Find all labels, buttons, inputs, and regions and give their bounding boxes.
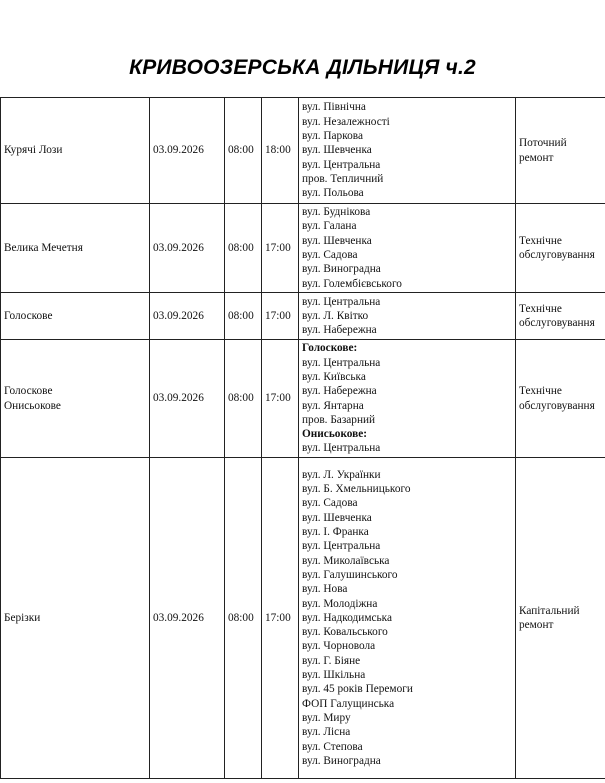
outage-schedule-table bbox=[0, 97, 605, 779]
street-item: вул. Центральна bbox=[302, 158, 381, 171]
street-item: вул. Садова bbox=[302, 497, 358, 510]
end-time-cell: 17:00 bbox=[262, 204, 299, 293]
street-item: вул. Набережна bbox=[302, 385, 377, 398]
street-item: вул. Незалежності bbox=[302, 115, 390, 128]
street-item: пров. Тепличний bbox=[302, 172, 384, 185]
start-time-cell: 08:00 bbox=[225, 340, 262, 458]
date-cell: 03.09.2026 bbox=[150, 204, 225, 293]
street-item: вул. Нова bbox=[302, 583, 348, 596]
street-item: вул. Чорновола bbox=[302, 640, 376, 653]
end-time-cell: 18:00 bbox=[262, 98, 299, 204]
street-item: вул. І. Франка bbox=[302, 526, 369, 539]
work-type-cell bbox=[516, 98, 605, 204]
work-type-text: Технічне bbox=[519, 385, 562, 398]
date-cell: 03.09.2026 bbox=[150, 340, 225, 458]
work-type-cell bbox=[516, 458, 605, 779]
locality-cell bbox=[1, 98, 150, 204]
streets-cell bbox=[299, 458, 516, 779]
street-item: вул. Центральна bbox=[302, 442, 381, 455]
table-row bbox=[1, 98, 605, 204]
street-item: вул. Садова bbox=[302, 249, 358, 261]
work-type-text: Капітальний bbox=[519, 604, 580, 617]
street-item: вул. Центральна bbox=[302, 295, 381, 308]
table-row bbox=[1, 340, 605, 458]
street-item: вул. Шевченка bbox=[302, 144, 372, 157]
street-item: вул. Степова bbox=[302, 740, 363, 753]
locality-name: Велика Мечетня bbox=[4, 241, 83, 254]
work-type-text: Технічне bbox=[519, 302, 562, 315]
street-item: вул. Янтарна bbox=[302, 399, 364, 412]
street-item: вул. Л. Українки bbox=[302, 468, 381, 481]
table-row bbox=[1, 293, 605, 340]
work-type-text: обслуговування bbox=[519, 249, 595, 261]
end-time-cell: 17:00 bbox=[262, 458, 299, 779]
street-item: вул. Миколаївська bbox=[302, 554, 390, 567]
street-group-heading: Голоскове: bbox=[302, 342, 358, 355]
page-title: КРИВООЗЕРСЬКА ДІЛЬНИЦЯ ч.2 bbox=[129, 56, 476, 79]
street-item: ФОП Галущинська bbox=[302, 697, 395, 710]
work-type-text: ремонт bbox=[519, 151, 554, 164]
end-time-cell: 17:00 bbox=[262, 340, 299, 458]
locality-name: Берізки bbox=[4, 611, 41, 624]
street-item: вул. Молодіжна bbox=[302, 597, 378, 610]
streets-cell bbox=[299, 340, 516, 458]
street-group-heading: Онисьокове: bbox=[302, 428, 368, 441]
locality-cell bbox=[1, 340, 150, 458]
street-item: вул. 45 років Перемоги bbox=[302, 683, 413, 696]
street-item: вул. Шкільна bbox=[302, 669, 366, 682]
table-row bbox=[1, 458, 605, 779]
street-item: вул. Центральна bbox=[302, 540, 381, 553]
street-item: вул. Буднікова bbox=[302, 206, 371, 219]
streets-cell bbox=[299, 98, 516, 204]
street-item: вул. Польова bbox=[302, 187, 364, 200]
street-item: вул. Шевченка bbox=[302, 234, 372, 247]
work-type-cell bbox=[516, 293, 605, 340]
street-item: вул. Миру bbox=[302, 711, 351, 724]
locality-name: Курячі Лози bbox=[4, 144, 63, 157]
start-time-cell: 08:00 bbox=[225, 204, 262, 293]
work-type-cell bbox=[516, 340, 605, 458]
street-item: вул. Київська bbox=[302, 370, 366, 383]
locality-name: Голоскове bbox=[4, 309, 53, 322]
locality-cell bbox=[1, 293, 150, 340]
date-cell: 03.09.2026 bbox=[150, 293, 225, 340]
street-item: вул. Виноградна bbox=[302, 263, 381, 276]
work-type-text: ремонт bbox=[519, 619, 554, 631]
start-time-cell: 08:00 bbox=[225, 293, 262, 340]
table-row bbox=[1, 204, 605, 293]
locality-cell bbox=[1, 458, 150, 779]
work-type-text: обслуговування bbox=[519, 317, 595, 329]
street-item: вул. Лісна bbox=[302, 726, 351, 739]
street-item: вул. Центральна bbox=[302, 356, 381, 369]
street-item: вул. Галана bbox=[302, 220, 357, 233]
streets-cell bbox=[299, 204, 516, 293]
street-item: вул. Г. Біяне bbox=[302, 654, 361, 667]
date-cell: 03.09.2026 bbox=[150, 458, 225, 779]
street-item: вул. Шевченка bbox=[302, 511, 372, 524]
street-item: вул. Л. Квітко bbox=[302, 309, 369, 322]
street-item: вул. Ковальського bbox=[302, 626, 388, 639]
table-body bbox=[1, 98, 605, 779]
street-item: вул. Б. Хмельницького bbox=[302, 483, 411, 496]
street-item: пров. Базарний bbox=[302, 413, 376, 426]
work-type-text: Поточний bbox=[519, 137, 567, 150]
start-time-cell: 08:00 bbox=[225, 458, 262, 779]
street-item: вул. Північна bbox=[302, 101, 366, 114]
work-type-cell bbox=[516, 204, 605, 293]
street-item: вул. Паркова bbox=[302, 130, 363, 143]
street-item: вул. Голембієвського bbox=[302, 277, 402, 290]
locality-name: Голоскове bbox=[4, 385, 53, 398]
work-type-text: обслуговування bbox=[519, 399, 595, 412]
street-item: вул. Надкодимська bbox=[302, 611, 392, 624]
start-time-cell: 08:00 bbox=[225, 98, 262, 204]
street-item: вул. Галушинського bbox=[302, 568, 398, 581]
streets-cell bbox=[299, 293, 516, 340]
street-item: вул. Набережна bbox=[302, 324, 377, 337]
street-item: вул. Виноградна bbox=[302, 754, 381, 767]
locality-cell bbox=[1, 204, 150, 293]
work-type-text: Технічне bbox=[519, 234, 562, 247]
locality-name: Онисьокове bbox=[4, 399, 61, 412]
date-cell: 03.09.2026 bbox=[150, 98, 225, 204]
end-time-cell: 17:00 bbox=[262, 293, 299, 340]
